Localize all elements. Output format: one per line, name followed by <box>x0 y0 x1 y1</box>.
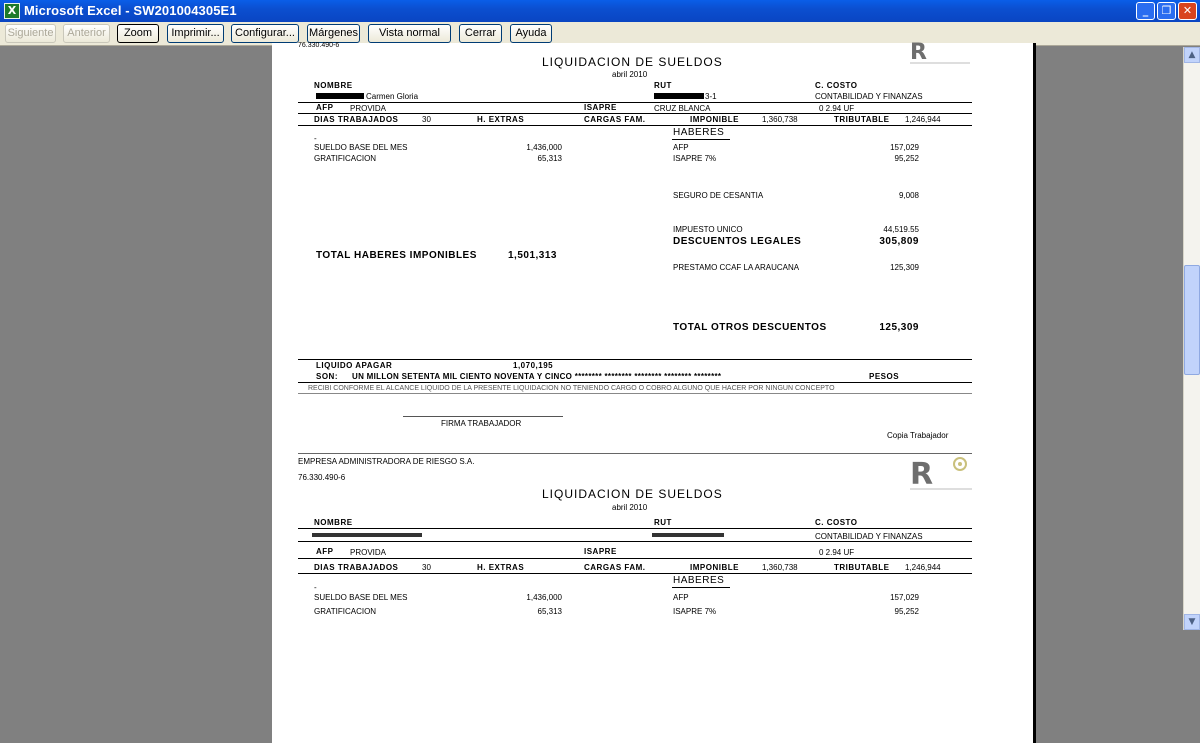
prestamo-value: 125,309 <box>890 263 919 272</box>
sueldo-label: SUELDO BASE DEL MES <box>314 143 408 152</box>
company-rut: 76.330.490-6 <box>298 42 340 49</box>
redacted-name <box>316 93 364 99</box>
afp-value-2: PROVIDA <box>350 548 387 557</box>
imponible-label-2: IMPONIBLE <box>690 563 739 572</box>
close-window-button[interactable]: ✕ <box>1178 2 1197 20</box>
impuesto-value: 44,519.55 <box>883 225 919 234</box>
employee-rut: 3-1 <box>705 92 717 101</box>
cargas-label: CARGAS FAM. <box>584 115 646 124</box>
hextras-label-2: H. EXTRAS <box>477 563 525 572</box>
close-preview-button[interactable]: Cerrar <box>459 24 502 43</box>
afp-value: PROVIDA <box>350 104 387 113</box>
prestamo-label: PRESTAMO CCAF LA ARAUCANA <box>673 263 800 272</box>
header-rut: RUT <box>654 81 672 90</box>
window-title: Microsoft Excel - SW201004305E1 <box>24 3 237 18</box>
cost-center: CONTABILIDAD Y FINANZAS <box>815 92 923 101</box>
restore-button[interactable]: ❐ <box>1157 2 1176 20</box>
header-ccosto: C. COSTO <box>815 81 858 90</box>
next-page-button[interactable]: Siguiente <box>5 24 56 43</box>
isapre-uf-2: 0 2.94 UF <box>819 548 855 557</box>
desc-legales-label: DESCUENTOS LEGALES <box>673 236 802 247</box>
svg-text:R: R <box>910 40 927 65</box>
dash-mark: - <box>314 134 317 143</box>
isapre-label: ISAPRE <box>584 103 617 112</box>
payslip-title: LIQUIDACION DE SUELDOS <box>542 55 723 69</box>
copia-trabajador: Copia Trabajador <box>887 431 949 440</box>
payslip-title-2: LIQUIDACION DE SUELDOS <box>542 487 723 501</box>
total-haberes-value: 1,501,313 <box>508 250 557 261</box>
afp-desc-value-2: 157,029 <box>890 593 919 602</box>
help-button[interactable]: Ayuda <box>510 24 552 43</box>
afp-label: AFP <box>316 103 334 112</box>
pesos-label: PESOS <box>869 372 900 381</box>
svg-text:R: R <box>910 457 934 492</box>
header-nombre-2: NOMBRE <box>314 518 353 527</box>
employee-name: Carmen Gloria <box>366 92 419 101</box>
scroll-up-arrow-icon[interactable]: ▲ <box>1184 47 1200 63</box>
isapre-value: CRUZ BLANCA <box>654 104 711 113</box>
tributable-label-2: TRIBUTABLE <box>834 563 890 572</box>
dias-label: DIAS TRABAJADOS <box>314 115 399 124</box>
recibi-conforme: RECIBI CONFORME EL ALCANCE LIQUIDO DE LA PRESENTE LIQUIDACION NO TENIENDO CARGO O COBRO ALGUNO QUE HACER POR NINGUN CONCEPTO <box>308 385 835 392</box>
imponible-value: 1,360,738 <box>762 115 798 124</box>
total-haberes-label: TOTAL HABERES IMPONIBLES <box>316 250 477 261</box>
hextras-label: H. EXTRAS <box>477 115 525 124</box>
isapre-desc-label-2: ISAPRE 7% <box>673 607 717 616</box>
header-rut-2: RUT <box>654 518 672 527</box>
haberes-title-2: HABERES <box>673 575 725 586</box>
isapre-desc-value-2: 95,252 <box>894 607 919 616</box>
sueldo-value-2: 1,436,000 <box>526 593 562 602</box>
redacted-name-2 <box>312 533 422 537</box>
imponible-value-2: 1,360,738 <box>762 563 798 572</box>
scrollbar-thumb[interactable] <box>1184 265 1200 375</box>
grat-value-2: 65,313 <box>537 607 562 616</box>
company-logo-2 <box>908 456 974 492</box>
print-button[interactable]: Imprimir... <box>167 24 224 43</box>
dash-mark-2: - <box>314 583 317 592</box>
impuesto-label: IMPUESTO UNICO <box>673 225 743 234</box>
setup-button[interactable]: Configurar... <box>231 24 299 43</box>
desc-legales-value: 305,809 <box>879 236 919 247</box>
cesantia-value: 9,008 <box>898 191 919 200</box>
total-otros-value: 125,309 <box>879 322 919 333</box>
redacted-rut <box>654 93 704 99</box>
sueldo-label-2: SUELDO BASE DEL MES <box>314 593 408 602</box>
normal-view-button[interactable]: Vista normal <box>368 24 451 43</box>
scroll-down-arrow-icon[interactable]: ▼ <box>1184 614 1200 630</box>
previous-page-button[interactable]: Anterior <box>63 24 110 43</box>
preview-workspace <box>0 40 1183 630</box>
tributable-label: TRIBUTABLE <box>834 115 890 124</box>
dias-value: 30 <box>422 115 431 124</box>
cesantia-label: SEGURO DE CESANTIA <box>673 191 764 200</box>
header-ccosto-2: C. COSTO <box>815 518 858 527</box>
dias-label-2: DIAS TRABAJADOS <box>314 563 399 572</box>
redacted-rut-2 <box>652 533 724 537</box>
liquido-label: LIQUIDO APAGAR <box>316 361 393 370</box>
margins-button[interactable]: Márgenes <box>307 24 360 43</box>
minimize-button[interactable]: _ <box>1136 2 1155 20</box>
sueldo-value: 1,436,000 <box>526 143 562 152</box>
tributable-value-2: 1,246,944 <box>905 563 941 572</box>
imponible-label: IMPONIBLE <box>690 115 739 124</box>
vertical-scrollbar[interactable] <box>1183 47 1200 630</box>
cost-center-2: CONTABILIDAD Y FINANZAS <box>815 532 923 541</box>
dias-value-2: 30 <box>422 563 431 572</box>
grat-value: 65,313 <box>537 154 562 163</box>
company-rut-2: 76.330.490-6 <box>298 473 346 482</box>
grat-label-2: GRATIFICACION <box>314 607 377 616</box>
afp-desc-label: AFP <box>673 143 689 152</box>
firma-trabajador: FIRMA TRABAJADOR <box>441 419 522 428</box>
payslip-period-2: abril 2010 <box>612 503 648 512</box>
afp-label-2: AFP <box>316 547 334 556</box>
liquido-value: 1,070,195 <box>513 361 554 370</box>
window-title-bar[interactable] <box>0 0 1200 22</box>
signature-line <box>403 416 563 417</box>
preview-page[interactable] <box>272 40 1036 743</box>
afp-desc-label-2: AFP <box>673 593 689 602</box>
grat-label: GRATIFICACION <box>314 154 377 163</box>
payslip-period: abril 2010 <box>612 70 648 79</box>
header-nombre: NOMBRE <box>314 81 353 90</box>
son-value: UN MILLON SETENTA MIL CIENTO NOVENTA Y CINCO ******** ******** ******** ******** ******** <box>352 372 722 381</box>
isapre-uf: 0 2.94 UF <box>819 104 855 113</box>
isapre-label-2: ISAPRE <box>584 547 617 556</box>
son-label: SON: <box>316 372 338 381</box>
cargas-label-2: CARGAS FAM. <box>584 563 646 572</box>
afp-desc-value: 157,029 <box>890 143 919 152</box>
tributable-value: 1,246,944 <box>905 115 941 124</box>
total-otros-label: TOTAL OTROS DESCUENTOS <box>673 322 827 333</box>
zoom-button[interactable]: Zoom <box>117 24 159 43</box>
haberes-title: HABERES <box>673 127 725 138</box>
excel-icon[interactable]: X <box>4 3 20 19</box>
isapre-desc-value: 95,252 <box>894 154 919 163</box>
company-logo <box>908 41 972 69</box>
company-name: EMPRESA ADMINISTRADORA DE RIESGO S.A. <box>298 457 475 466</box>
isapre-desc-label: ISAPRE 7% <box>673 154 717 163</box>
